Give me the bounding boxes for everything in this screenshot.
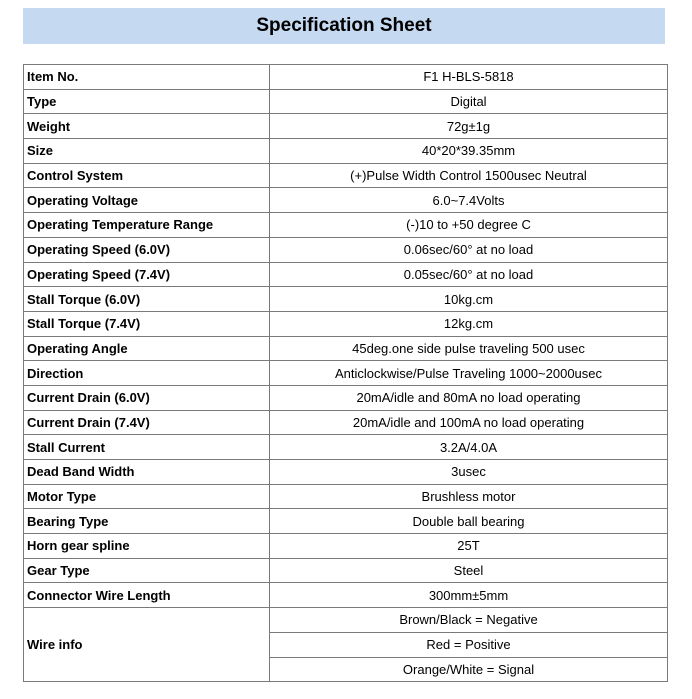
row-value: Double ball bearing: [270, 509, 668, 534]
row-label: Stall Torque (6.0V): [24, 287, 270, 312]
page-title-text: Specification Sheet: [256, 15, 432, 36]
table-row: [24, 188, 668, 213]
table-row: [24, 385, 668, 410]
row-value: 0.06sec/60° at no load: [270, 237, 668, 262]
table-row: [24, 410, 668, 435]
table-row: [24, 89, 668, 114]
row-label: Control System: [24, 163, 270, 188]
row-value: 6.0~7.4Volts: [270, 188, 668, 213]
row-value: 0.05sec/60° at no load: [270, 262, 668, 287]
row-value: 300mm±5mm: [270, 583, 668, 608]
specification-table: [23, 64, 668, 682]
row-label: Size: [24, 139, 270, 164]
table-row: [24, 213, 668, 238]
row-value: 3usec: [270, 460, 668, 485]
table-row: [24, 139, 668, 164]
row-label: Operating Temperature Range: [24, 213, 270, 238]
row-label: Motor Type: [24, 484, 270, 509]
wire-info-label: Wire info: [24, 608, 270, 682]
row-label: Stall Torque (7.4V): [24, 311, 270, 336]
table-row: [24, 484, 668, 509]
wire-info-value: Red = Positive: [270, 632, 668, 657]
row-label: Stall Current: [24, 435, 270, 460]
row-value: 3.2A/4.0A: [270, 435, 668, 460]
row-label: Operating Speed (7.4V): [24, 262, 270, 287]
row-value: 25T: [270, 534, 668, 559]
table-row: [24, 435, 668, 460]
row-value: F1 H-BLS-5818: [270, 65, 668, 90]
table-row: [24, 534, 668, 559]
row-label: Direction: [24, 361, 270, 386]
row-value: (-)10 to +50 degree C: [270, 213, 668, 238]
table-row: [24, 509, 668, 534]
table-row: [24, 163, 668, 188]
table-row: [24, 558, 668, 583]
row-value: 72g±1g: [270, 114, 668, 139]
row-label: Item No.: [24, 65, 270, 90]
row-label: Current Drain (6.0V): [24, 385, 270, 410]
row-label: Gear Type: [24, 558, 270, 583]
row-value: Digital: [270, 89, 668, 114]
row-label: Type: [24, 89, 270, 114]
row-value: Anticlockwise/Pulse Traveling 1000~2000usec: [270, 361, 668, 386]
row-value: Brushless motor: [270, 484, 668, 509]
row-label: Horn gear spline: [24, 534, 270, 559]
row-value: 45deg.one side pulse traveling 500 usec: [270, 336, 668, 361]
row-value: 40*20*39.35mm: [270, 139, 668, 164]
row-label: Operating Speed (6.0V): [24, 237, 270, 262]
row-value: 20mA/idle and 80mA no load operating: [270, 385, 668, 410]
row-label: Current Drain (7.4V): [24, 410, 270, 435]
table-row: [24, 65, 668, 90]
table-row: [24, 336, 668, 361]
table-row: [24, 114, 668, 139]
table-row: [24, 608, 668, 633]
row-label: Connector Wire Length: [24, 583, 270, 608]
wire-info-value: Brown/Black = Negative: [270, 608, 668, 633]
table-row: [24, 311, 668, 336]
table-row: [24, 361, 668, 386]
row-label: Dead Band Width: [24, 460, 270, 485]
row-label: Bearing Type: [24, 509, 270, 534]
wire-info-value: Orange/White = Signal: [270, 657, 668, 682]
row-value: Steel: [270, 558, 668, 583]
table-row: [24, 287, 668, 312]
table-row: [24, 583, 668, 608]
row-label: Weight: [24, 114, 270, 139]
table-row: [24, 460, 668, 485]
row-value: (+)Pulse Width Control 1500usec Neutral: [270, 163, 668, 188]
row-value: 12kg.cm: [270, 311, 668, 336]
row-label: Operating Angle: [24, 336, 270, 361]
row-label: Operating Voltage: [24, 188, 270, 213]
table-row: [24, 237, 668, 262]
row-value: 20mA/idle and 100mA no load operating: [270, 410, 668, 435]
row-value: 10kg.cm: [270, 287, 668, 312]
page-title: [23, 8, 665, 44]
table-row: [24, 262, 668, 287]
